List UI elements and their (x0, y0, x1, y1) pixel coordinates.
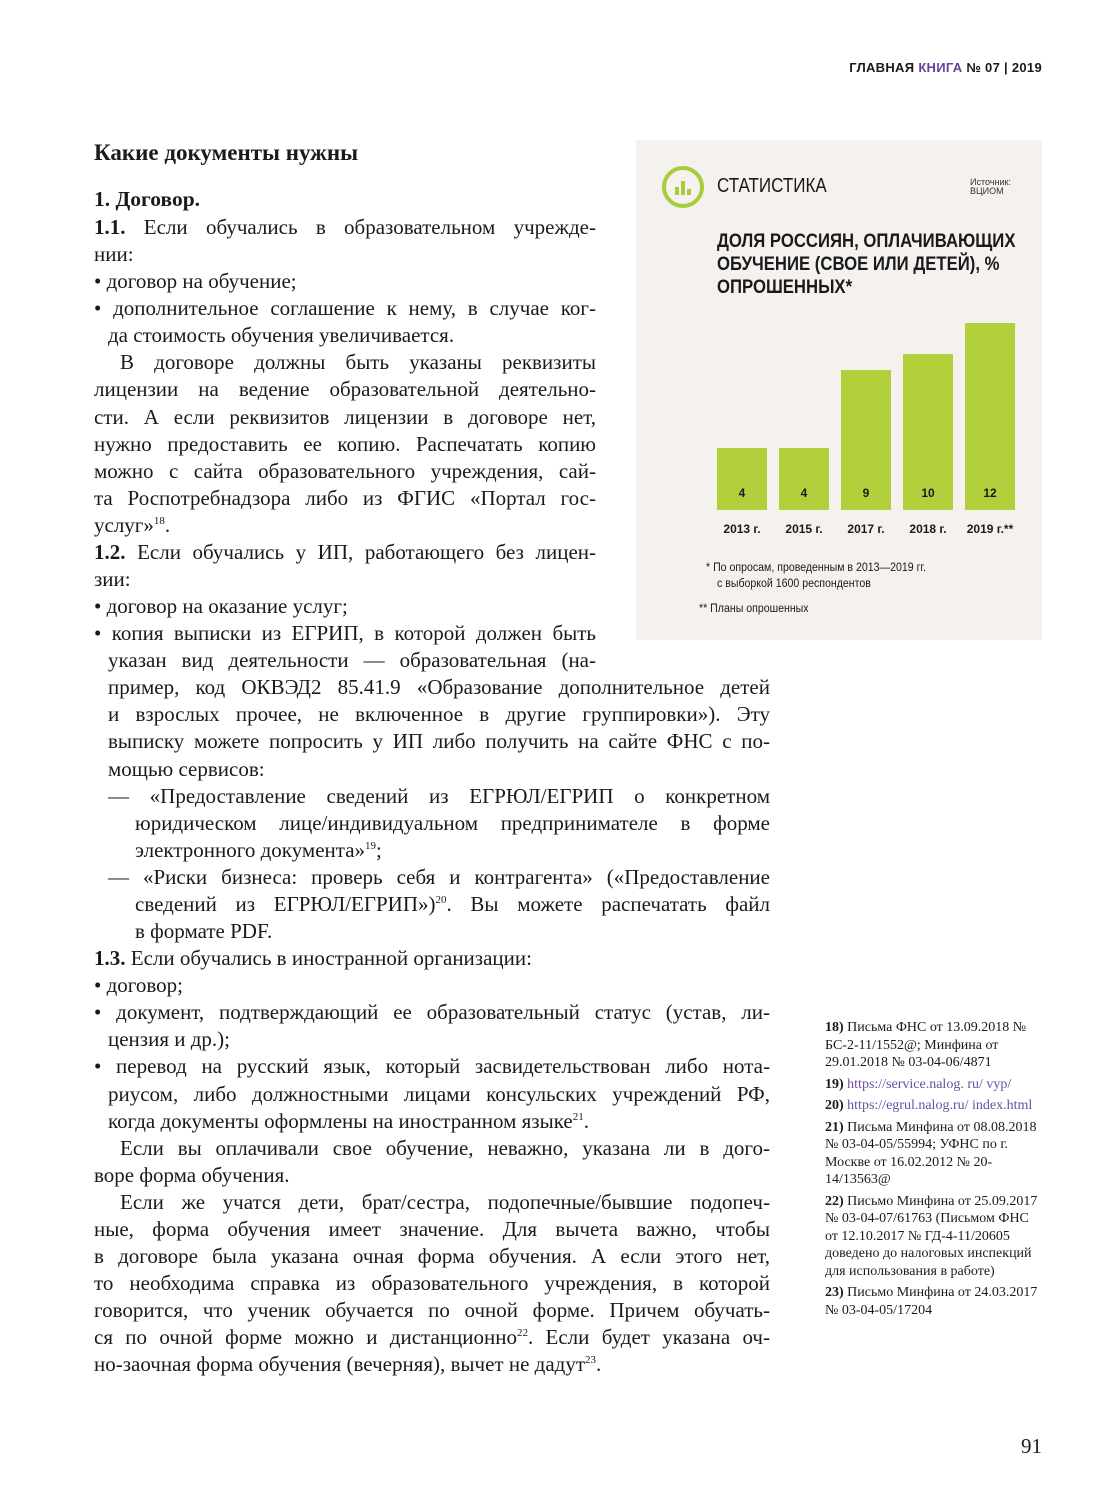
bar-value-label: 10 (921, 486, 935, 500)
text-line: • договор на обучение; (94, 269, 297, 294)
footnote-1: * По опросам, проведенным в 2013—2019 гг. (706, 562, 926, 574)
text-line: в формате PDF. (135, 919, 273, 944)
text-line: когда документы оформлены на иностранном языке$^{21}$. (108, 1108, 589, 1133)
text-line: • договор; (94, 973, 183, 998)
text-line: Если вы оплачивали свое обучение, неважно, указана ли в дого- (120, 1135, 770, 1160)
section-heading: Какие документы нужны (94, 140, 359, 165)
text-line: цензия и др.); (108, 1027, 230, 1052)
bar (779, 448, 829, 510)
text-line: пример, код ОКВЭД2 85.41.9 «Образование дополнительное детей (108, 675, 770, 700)
text-line: нии: (94, 242, 134, 267)
bar-value-label: 4 (738, 485, 746, 500)
magazine-name-accent: КНИГА (918, 60, 963, 75)
magazine-name: ГЛАВНАЯ (849, 60, 915, 75)
footnote-link[interactable]: https://service.nalog. ru/ vyp/ (843, 1076, 1012, 1092)
text-line: юридическом лице/индивидуальном предпринимателе в форме (135, 810, 770, 835)
text-line: — «Риски бизнеса: проверь себя и контрагента» («Предоставление (108, 864, 770, 889)
text-line: риусом, либо должностными лицами консульских учреждений РФ, (108, 1081, 770, 1106)
text-line: выписку можете попросить у ИП либо получить на сайте ФНС с по- (108, 729, 770, 754)
text-line: • документ, подтверждающий ее образовательный статус (устав, ли- (94, 1000, 770, 1025)
text-line: нужно предоставить ее копию. Распечатать копию (94, 431, 596, 456)
footnote-ref[interactable]: 18 (153, 514, 165, 527)
text-line: да стоимость обучения увеличивается. (108, 323, 455, 348)
chart-title: ДОЛЯ РОССИЯН, ОПЛАЧИВАЮЩИХ ОБУЧЕНИЕ (СВОЕ ИЛИ ДЕТЕЙ), % ОПРОШЕННЫХ* (717, 231, 1016, 298)
statistics-label: СТАТИСТИКА (717, 175, 827, 197)
footnote-item: 18) Письма ФНС от 13.09.2018 № БС-2-11/1552@; Минфина от 29.01.2018 № 03-04-06/4871 (825, 1020, 1027, 1070)
text-line: Если же учатся дети, брат/сестра, подопечные/бывшие подопеч- (120, 1189, 770, 1214)
text-line: сведений из ЕГРЮЛ/ЕГРИП»)$^{20}$. Вы можете распечатать файл (135, 891, 770, 916)
text-line: зии: (94, 567, 131, 592)
text-line: мощью сервисов: (108, 756, 265, 781)
bar-value-label: 12 (983, 485, 997, 500)
footnote-item: 21) Письма Минфина от 08.08.2018 № 03-04-05/55994; УФНС по г. Москве от 16.02.2012 № 20-14/13563@ (825, 1119, 1037, 1187)
text-line: но-заочная форма обучения (вечерняя), вычет не дадут$^{23}$. (94, 1352, 602, 1377)
bar-chart-icon (662, 166, 704, 208)
footnote-ref[interactable]: 21 (572, 1110, 584, 1123)
x-tick-label: 2019 г.** (966, 522, 1014, 536)
text-line: сти. А если реквизитов лицензии в договоре нет, (94, 404, 596, 429)
text-line: 1.1. Если обучались в образовательном учрежде- (94, 215, 596, 239)
text-line: и взрослых прочее, не включенное в другие группировки»). Эту (108, 702, 770, 727)
text-line: говорится, что ученик обучается по очной форме. Причем обучать- (94, 1298, 770, 1323)
bar-value-label: 4 (800, 485, 808, 500)
statistics-box (636, 140, 1042, 640)
bar (841, 370, 891, 510)
footnote-ref[interactable]: 19 (365, 839, 377, 852)
bar (965, 323, 1015, 510)
text-line: • перевод на русский язык, который засвидетельствован либо нота- (94, 1054, 770, 1079)
bar (717, 448, 767, 510)
running-header (849, 60, 1042, 75)
x-tick-label: 2017 г. (847, 522, 885, 536)
text-line: то необходима справка из образовательного учреждения, в которой (94, 1271, 770, 1296)
text-line: ся по очной форме можно и дистанционно$^{22}$. Если будет указана оч- (94, 1325, 770, 1350)
footnote-item: 23) Письмо Минфина от 24.03.2017 № 03-04-05/17204 (825, 1285, 1038, 1318)
text-line: услуг»$^{18}$. (94, 512, 171, 537)
text-line: указан вид деятельности — образовательная (на- (108, 648, 596, 673)
text-line: можно с сайта образовательного учреждения, сай- (94, 458, 596, 483)
text-line: 1.2. Если обучались у ИП, работающего без лицен- (94, 539, 596, 564)
footnote-1b: с выборкой 1600 респондентов (717, 578, 871, 590)
source: Источник: ВЦИОМ (970, 177, 1011, 196)
text-line: • договор на оказание услуг; (94, 594, 348, 619)
footnote-ref[interactable]: 23 (585, 1354, 597, 1367)
footnote-item: 20) https://egrul.nalog.ru/ index.html (825, 1098, 1033, 1113)
text-line: ные, форма обучения имеет значение. Для вычета важно, чтобы (94, 1216, 770, 1241)
footnote-ref[interactable]: 22 (516, 1327, 528, 1340)
text-line: в договоре была указана очная форма обучения. А если этого нет, (94, 1243, 770, 1268)
bar-value-label: 9 (862, 485, 870, 500)
x-tick-label: 2015 г. (785, 522, 823, 536)
text-line: лицензии на ведение образовательной деятельно- (94, 377, 596, 402)
x-tick-label: 2018 г. (909, 522, 947, 536)
text-line: • дополнительное соглашение к нему, в случае ког- (94, 296, 596, 321)
issue-number: № 07 | 2019 (966, 60, 1042, 75)
text-line: электронного документа»$^{19}$; (135, 837, 382, 862)
bar (903, 354, 953, 510)
subsection-heading: 1. Договор. (94, 187, 201, 211)
footnote-link[interactable]: https://egrul.nalog.ru/ index.html (843, 1098, 1033, 1113)
footnotes (825, 1019, 1045, 1323)
footnote-ref[interactable]: 20 (435, 893, 447, 906)
text-line: • копия выписки из ЕГРИП, в которой должен быть (94, 621, 596, 646)
text-line: В договоре должны быть указаны реквизиты (120, 350, 596, 375)
text-line: 1.3. Если обучались в иностранной организации: (94, 946, 532, 971)
text-line: та Роспотребнадзора либо из ФГИС «Портал гос- (94, 485, 596, 510)
footnote-item: 22) Письмо Минфина от 25.09.2017 № 03-04-07/61763 (Письмом ФНС от 12.10.2017 № ГД-4-11/20605 доведено до налоговых инспекций для использования в работе) (825, 1193, 1038, 1279)
page-number: 91 (1021, 1434, 1042, 1458)
x-tick-label: 2013 г. (723, 522, 761, 536)
text-line: воре форма обучения. (94, 1162, 290, 1187)
footnote-2: ** Планы опрошенных (699, 603, 809, 615)
text-line: — «Предоставление сведений из ЕГРЮЛ/ЕГРИП о конкретном (108, 783, 770, 808)
footnote-item: 19) https://service.nalog. ru/ vyp/ (825, 1076, 1012, 1092)
